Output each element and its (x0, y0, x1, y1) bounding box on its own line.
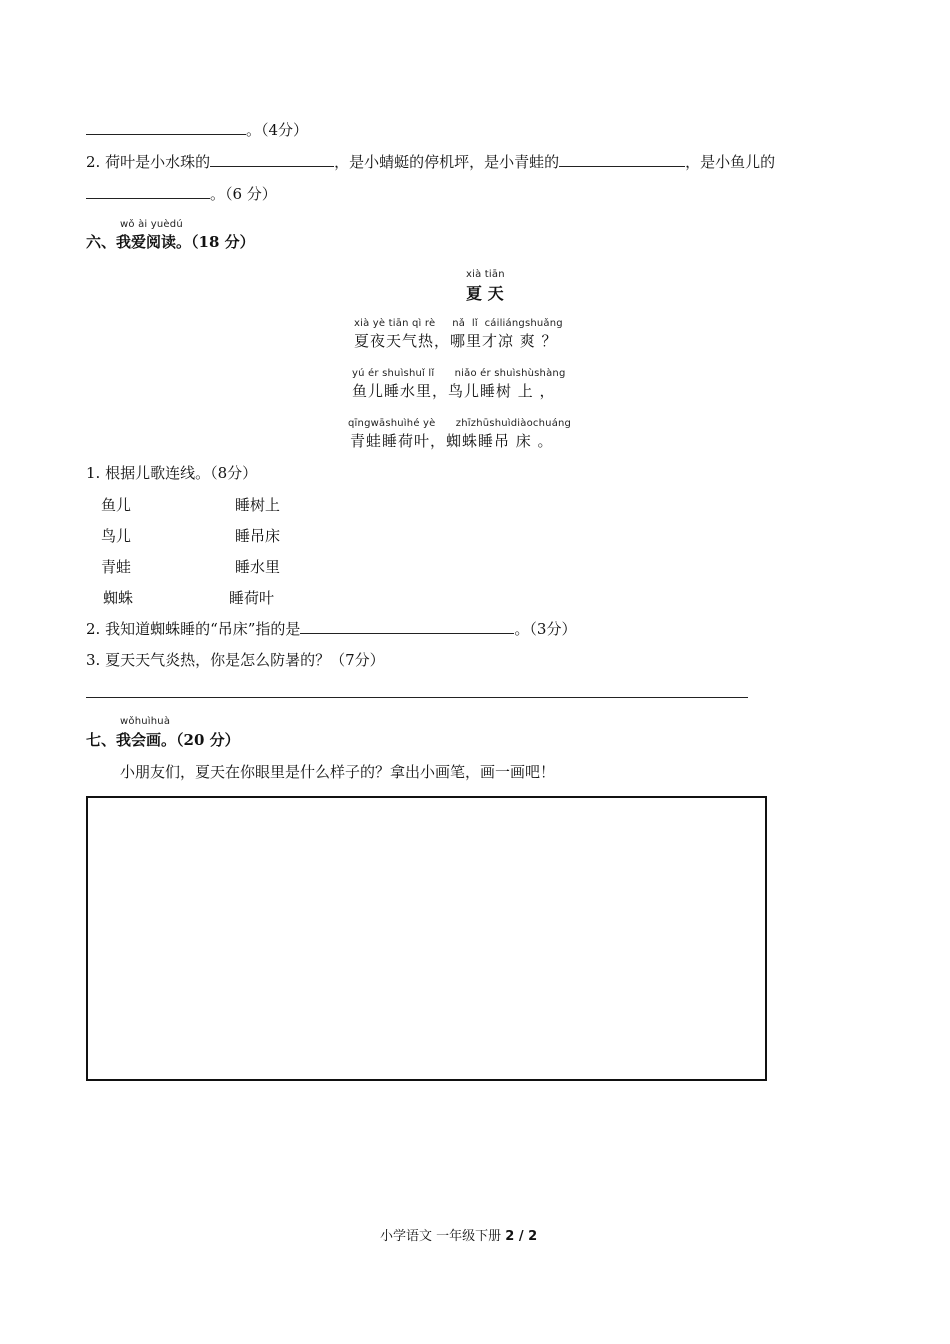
section-6-title: 六、我爱阅读。（18 分） (86, 233, 255, 251)
blank-line-1: 。（4分） (86, 120, 308, 140)
drawing-instruction: 小朋友们，夏天在你眼里是什么样子的？拿出小画笔，画一画吧！ (120, 763, 556, 781)
answer-blank[interactable] (210, 152, 334, 167)
drawing-box[interactable] (86, 796, 767, 1081)
answer-blank[interactable] (559, 152, 685, 167)
question-3: 3. 夏天天气炎热，你是怎么防暑的？（7分） (86, 651, 385, 669)
match-left-item[interactable]: 青蛙 (101, 558, 132, 576)
poem-line-3-pinyin: qīngwāshuìhé yè zhīzhūshuìdiàochuáng (348, 418, 572, 429)
question-2-lotus-cont: 。（6 分） (86, 184, 277, 204)
question-2-lotus: 2. 荷叶是小水珠的 ，是小蜻蜓的停机坪，是小青蛙的 ，是小鱼儿的 (86, 153, 776, 171)
poem-line-1-pinyin: xià yè tiān qì rè nǎ lǐ cáiliángshuǎng (354, 318, 563, 329)
answer-blank[interactable] (86, 120, 246, 135)
match-right-item[interactable]: 睡吊床 (235, 527, 281, 545)
poem-title: 夏 天 (466, 284, 504, 303)
poem-line-2-pinyin: yú ér shuìshuǐ lǐ niǎo ér shuìshùshàng (352, 368, 566, 379)
poem-line-2: 鱼儿睡水里，鸟儿睡树 上 ， (352, 382, 556, 400)
poem-line-3: 青蛙睡荷叶，蜘蛛睡吊 床 。 (350, 432, 554, 450)
poem-line-1: 夏夜天气热，哪里才凉 爽 ？ (354, 332, 558, 350)
question-2-hammock: 2. 我知道蜘蛛睡的“吊床”指的是 。（3分） (86, 620, 577, 638)
page-footer: 小学语文 一年级下册 2 / 2 (380, 1229, 538, 1244)
section-7-title: 七、我会画。（20 分） (86, 731, 240, 749)
answer-blank[interactable] (86, 184, 210, 199)
match-left-item[interactable]: 鸟儿 (101, 527, 132, 545)
match-right-item[interactable]: 睡水里 (235, 558, 281, 576)
match-right-item[interactable]: 睡树上 (235, 496, 281, 514)
answer-line[interactable] (86, 697, 748, 698)
section-7-pinyin: wǒhuìhuà (120, 716, 171, 727)
match-left-item[interactable]: 鱼儿 (101, 496, 132, 514)
question-1: 1. 根据儿歌连线。（8分） (86, 464, 258, 482)
match-right-item[interactable]: 睡荷叶 (229, 589, 275, 607)
section-6-pinyin: wǒ ài yuèdú (120, 219, 183, 230)
answer-blank[interactable] (300, 619, 514, 634)
page-number: 2 / 2 (505, 1229, 538, 1244)
match-left-item[interactable]: 蜘蛛 (103, 589, 134, 607)
poem-title-pinyin: xià tiān (466, 269, 505, 280)
